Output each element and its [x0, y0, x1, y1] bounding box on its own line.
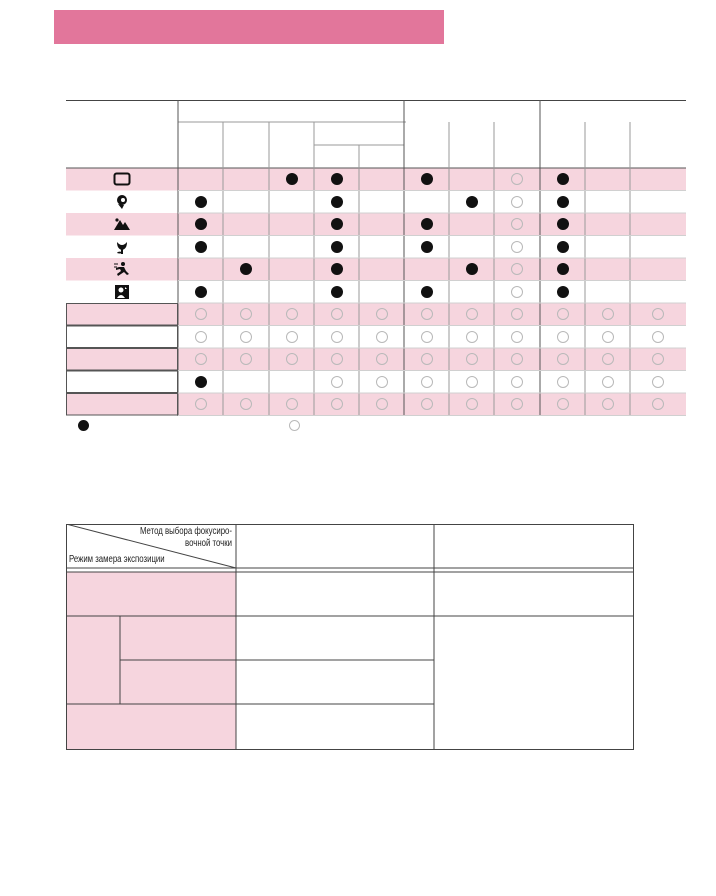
filled-dot: [195, 286, 207, 298]
open-dot: [511, 286, 523, 298]
open-dot: [376, 308, 388, 320]
open-dot: [511, 241, 523, 253]
open-dot: [286, 331, 298, 343]
open-dot: [286, 398, 298, 410]
open-dot: [602, 331, 614, 343]
filled-dot: [421, 218, 433, 230]
open-dot: [652, 376, 664, 388]
open-dot: [421, 308, 433, 320]
open-dot: [331, 308, 343, 320]
open-dot: [331, 398, 343, 410]
open-dot: [602, 398, 614, 410]
open-dot: [602, 376, 614, 388]
diagonal-header-top-line2: вочной точки: [185, 538, 232, 549]
filled-dot: [286, 173, 298, 185]
filled-dot: [331, 196, 343, 208]
landscape-icon: [66, 213, 178, 235]
filled-dot: [331, 241, 343, 253]
filled-dot: [195, 196, 207, 208]
open-dot: [376, 398, 388, 410]
open-dot: [466, 376, 478, 388]
open-dot: [466, 331, 478, 343]
diagonal-header-top-line1: Метод выбора фокусиро-: [139, 526, 232, 537]
filled-dot: [557, 263, 569, 275]
open-dot: [466, 353, 478, 365]
filled-dot: [331, 173, 343, 185]
open-dot: [421, 398, 433, 410]
night-portrait-icon: [66, 281, 178, 303]
filled-dot: [331, 218, 343, 230]
open-dot: [557, 331, 569, 343]
diagonal-header-top: [140, 526, 232, 550]
filled-dot: [195, 376, 207, 388]
filled-dot: [557, 286, 569, 298]
open-dot: [376, 376, 388, 388]
open-dot: [286, 353, 298, 365]
close-up-flower-icon: [66, 236, 178, 258]
filled-dot: [421, 241, 433, 253]
open-dot: [557, 308, 569, 320]
open-dot: [602, 353, 614, 365]
open-dot: [331, 331, 343, 343]
open-dot: [557, 398, 569, 410]
filled-dot: [557, 241, 569, 253]
open-dot: [195, 398, 207, 410]
open-dot: [195, 331, 207, 343]
sports-icon: [66, 258, 178, 280]
filled-dot: [466, 263, 478, 275]
open-dot: [195, 353, 207, 365]
open-dot: [376, 353, 388, 365]
open-dot: [331, 376, 343, 388]
open-dot: [421, 376, 433, 388]
portrait-icon: [66, 191, 178, 213]
open-dot: [331, 353, 343, 365]
filled-dot: [331, 286, 343, 298]
open-dot: [652, 331, 664, 343]
diagonal-header-bottom: Режим замера экспозиции: [69, 554, 165, 565]
full-auto-frame-icon: [66, 168, 178, 190]
open-dot: [421, 353, 433, 365]
filled-dot: [557, 196, 569, 208]
filled-dot: [195, 218, 207, 230]
legend-filled-dot: [78, 420, 89, 431]
open-dot: [286, 308, 298, 320]
focus-point-metering-table: [66, 524, 634, 750]
legend-open-dot: [289, 420, 300, 431]
open-dot: [466, 308, 478, 320]
open-dot: [421, 331, 433, 343]
open-dot: [466, 398, 478, 410]
filled-dot: [557, 218, 569, 230]
mode-function-table: [66, 100, 686, 416]
open-dot: [511, 196, 523, 208]
filled-dot: [195, 241, 207, 253]
section-title-bar: [54, 10, 444, 44]
filled-dot: [466, 196, 478, 208]
open-dot: [557, 376, 569, 388]
filled-dot: [421, 173, 433, 185]
open-dot: [240, 331, 252, 343]
filled-dot: [331, 263, 343, 275]
open-dot: [511, 331, 523, 343]
open-dot: [511, 376, 523, 388]
open-dot: [195, 308, 207, 320]
filled-dot: [421, 286, 433, 298]
filled-dot: [557, 173, 569, 185]
open-dot: [376, 331, 388, 343]
open-dot: [557, 353, 569, 365]
open-dot: [602, 308, 614, 320]
